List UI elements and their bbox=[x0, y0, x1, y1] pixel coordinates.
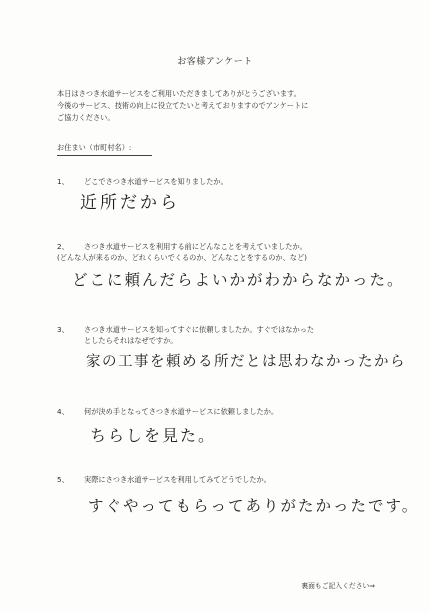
intro-line: ご協力ください。 bbox=[57, 113, 115, 122]
question-subtext: としたらそれはなぜですか。 bbox=[84, 336, 178, 345]
question-number: 4、 bbox=[57, 407, 69, 416]
question-5 bbox=[57, 474, 271, 485]
answer-3-handwriting: 家の工事を頼める所だとは思わなかったから bbox=[86, 354, 406, 370]
answer-5-handwriting: すぐやってもらってありがたかったです。 bbox=[88, 497, 420, 515]
question-text: さつき水道サービスを利用する前にどんなことを考えていましたか。 bbox=[84, 242, 307, 251]
question-number: 3、 bbox=[57, 325, 69, 334]
address-label: お住まい（市町村名）: bbox=[57, 143, 132, 152]
intro-text bbox=[57, 88, 417, 124]
intro-line: 今後のサービス、技術の向上に役立てたいと考えておりますのでアンケートに bbox=[57, 101, 309, 110]
question-number: 2、 bbox=[57, 242, 69, 251]
question-number: 1、 bbox=[57, 177, 69, 186]
question-1 bbox=[57, 176, 228, 187]
question-text: 実際にさつき水道サービスを利用してみてどうでしたか。 bbox=[84, 475, 271, 484]
question-text: さつき水道サービスを知ってすぐに依頼しましたか。すぐではなかった bbox=[84, 325, 315, 334]
question-subtext: (どんな人が来るのか、どれくらいでくるのか、どんなことをするのか、など) bbox=[57, 253, 307, 262]
answer-4-handwriting: ちらしを見た。 bbox=[90, 426, 217, 445]
footer-note: 裏面もご記入ください⇒ bbox=[301, 582, 375, 590]
address-underline bbox=[57, 155, 152, 156]
question-text: 何が決め手となってさつき水道サービスに依頼しましたか。 bbox=[84, 407, 279, 416]
question-3 bbox=[57, 324, 314, 346]
question-text: どこでさつき水道サービスを知りましたか。 bbox=[84, 177, 228, 186]
intro-line: 本日はさつき水道サービスをご利用いただきましてありがとうございます。 bbox=[57, 89, 301, 98]
answer-1-handwriting: 近所だから bbox=[80, 193, 180, 213]
answer-2-handwriting: どこに頼んだらよいかがわからなかった。 bbox=[72, 271, 405, 289]
question-4 bbox=[57, 406, 278, 417]
page-title: お客様アンケート bbox=[177, 57, 253, 67]
question-2 bbox=[57, 241, 307, 263]
question-number: 5、 bbox=[57, 475, 69, 484]
